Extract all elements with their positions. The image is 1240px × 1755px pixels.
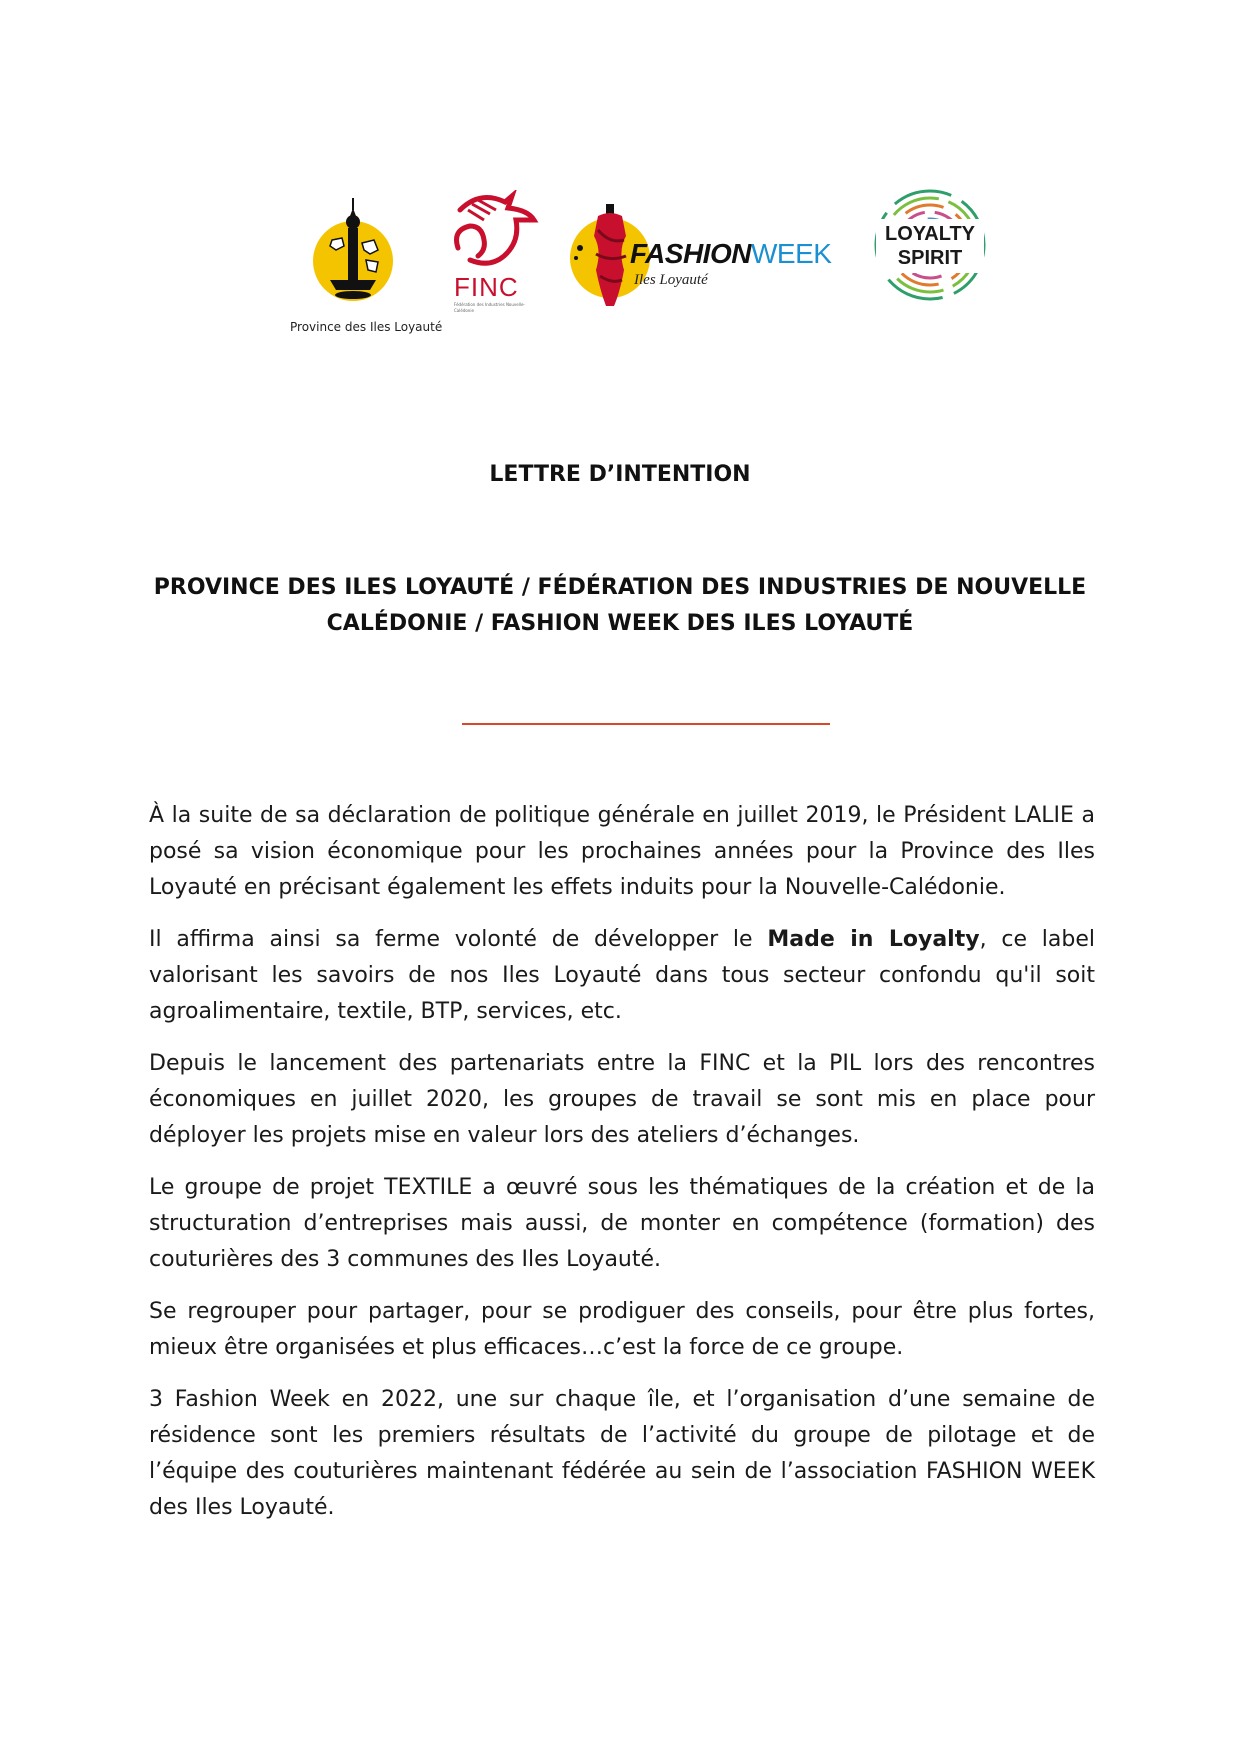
paragraph: 3 Fashion Week en 2022, une sur chaque île, et l’organisation d’une semaine de résidence sont les premiers résultats de l’activité du groupe de pilotage et de l’équipe des couturières maintenant fédérée au sein de l’association FASHION WEEK des Iles Loyauté. [149, 1387, 1095, 1520]
fashion-week-logo [568, 200, 858, 310]
paragraph [149, 922, 1095, 1030]
finc-logo-text: FINC [454, 272, 519, 302]
fashion-week-title [630, 238, 831, 270]
paragraph: Se regrouper pour partager, pour se prodiguer des conseils, pour être plus fortes, mieux être organisées et plus efficaces…c’est la force de ce groupe. [149, 1299, 1095, 1360]
paragraph-text: , ce label valorisant les savoirs de nos Iles Loyauté dans tous secteur confondu qu'il soit agroalimentaire, textile, BTP, services, etc. [149, 927, 1095, 1024]
letter-body [149, 798, 1095, 1542]
paragraph: Depuis le lancement des partenariats entre la FINC et la PIL lors des rencontres économiques en juillet 2020, les groupes de travail se sont mis en place pour déployer les projets mise en valeur lors des ateliers d’échanges. [149, 1051, 1095, 1148]
title-separator [462, 723, 830, 725]
spirit-word: SPIRIT [897, 247, 963, 269]
province-logo [290, 188, 443, 338]
week-word: WEEK [750, 238, 832, 269]
document-title: LETTRE D’INTENTION [489, 462, 751, 487]
rooster-icon [450, 190, 540, 280]
logo-bar [290, 180, 1010, 340]
paragraph: Le groupe de projet TEXTILE a œuvré sous les thématiques de la création et de la structuration d’entreprises mais aussi, de monter en compétence (formation) des couturières des 3 communes des Iles Loyauté. [149, 1175, 1095, 1272]
finc-logo [450, 190, 530, 340]
province-logo-label: Province des Iles Loyauté [290, 320, 443, 334]
document-subtitle: PROVINCE DES ILES LOYAUTÉ / FÉDÉRATION DES INDUSTRIES DE NOUVELLE CALÉDONIE / FASHION WEEK DES ILES LOYAUTÉ [153, 575, 1087, 636]
province-emblem-icon [290, 188, 420, 318]
fashion-week-subtitle: Iles Loyauté [634, 272, 708, 288]
loyalty-word: LOYALTY [884, 223, 975, 245]
paragraph: À la suite de sa déclaration de politique générale en juillet 2019, le Président LALIE a posé sa vision économique pour les prochaines années pour la Province des Iles Loyauté en précisant également les effets induits pour la Nouvelle-Calédonie. [149, 803, 1095, 900]
loyalty-spirit-logo [870, 185, 990, 305]
loyalty-spirit-text [870, 222, 990, 270]
paragraph-text: Il affirma ainsi sa ferme volonté de développer le [149, 927, 768, 952]
finc-logo-subtext: Fédération des Industries Nouvelle-Calédonie [454, 302, 525, 313]
made-in-loyalty-label: Made in Loyalty [767, 927, 980, 952]
fashion-word: FASHION [630, 238, 751, 269]
